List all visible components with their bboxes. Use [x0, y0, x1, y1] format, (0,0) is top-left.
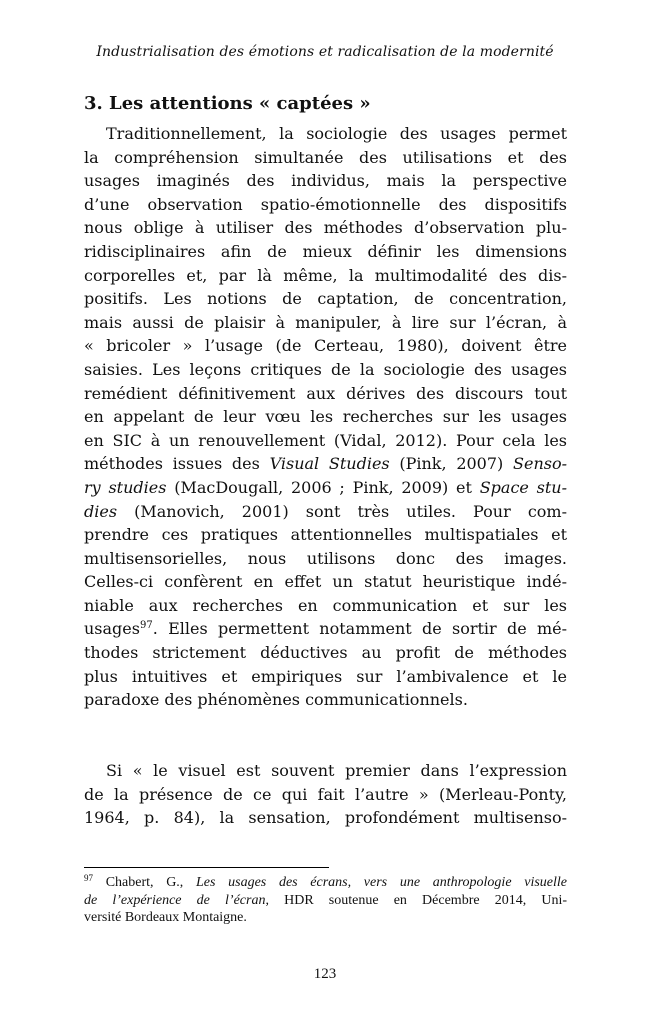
footnote-separator [84, 867, 329, 868]
text-line: paradoxe des phénomènes communicationnels. [84, 690, 468, 710]
citation-title: dies [84, 501, 118, 521]
text-line: Celles-ci confèrent en effet un statut heuristique indé- [84, 572, 567, 592]
text-line: Si « le visuel est souvent premier dans l’expression [106, 761, 567, 780]
footnote-details: , HDR soutenue en Décembre 2014, Uni- [265, 892, 568, 908]
text-line: niable aux recherches en communication et sur les [84, 595, 567, 615]
text-line: en appelant de leur vœu les recherches sur les usages [84, 407, 567, 427]
text-run: usages [84, 619, 140, 639]
text-line: saisies. Les leçons critiques de la sociologie des usages [84, 359, 567, 379]
text-line: d’une observation spatio-émotionnelle des dispositifs [84, 194, 567, 214]
citation-title: Space stu- [479, 477, 568, 497]
footnote-line [84, 892, 567, 910]
text-line: positifs. Les notions de captation, de concentration, [84, 289, 567, 309]
section-heading: 3. Les attentions « captées » [84, 93, 371, 114]
footnote-title: Les usages des écrans, vers une anthropologie visuelle [196, 875, 567, 890]
text-line: mais aussi de plaisir à manipuler, à lire sur l’écran, à [84, 312, 567, 332]
footnote-title: de l’expérience de l’écran [84, 892, 266, 908]
paragraph-2 [84, 759, 567, 830]
footnote-author: Chabert, G., [93, 875, 196, 890]
text-run: méthodes issues des [84, 454, 270, 474]
text-line: de la présence de ce qui fait l’autre » (Merleau-Ponty, [84, 784, 567, 804]
text-line [84, 476, 567, 500]
text-line [84, 452, 567, 476]
text-run: (Pink, 2007) [389, 454, 514, 474]
text-line: thodes strictement déductives au profit de méthodes [84, 643, 567, 663]
footnote-number: 97 [84, 873, 93, 883]
text-line: « bricoler » l’usage (de Certeau, 1980), doivent être [84, 336, 567, 356]
text-line: remédient définitivement aux dérives des discours tout [84, 383, 567, 403]
footnote [84, 874, 567, 927]
text-line [84, 500, 567, 524]
page-number: 123 [313, 966, 337, 982]
text-line: nous oblige à utiliser des méthodes d’observation plu- [84, 218, 567, 238]
text-line: ridisciplinaires afin de mieux définir les dimensions [84, 241, 567, 261]
running-header: Industrialisation des émotions et radicalisation de la modernité [96, 44, 554, 60]
text-run: (MacDougall, 2006 ; Pink, 2009) et [166, 477, 480, 497]
text-line: plus intuitives et empiriques sur l’ambivalence et le [84, 666, 567, 686]
text-line: usages imaginés des individus, mais la perspective [84, 171, 567, 191]
text-run: (Manovich, 2001) sont très utiles. Pour com- [117, 501, 567, 521]
citation-title: Visual Studies [269, 454, 390, 474]
text-line: 1964, p. 84), la sensation, profondément multisenso- [84, 808, 567, 828]
paragraph-1 [84, 122, 567, 712]
footnote-line [84, 874, 567, 892]
text-line: corporelles et, par là même, la multimodalité des dis- [84, 265, 567, 285]
footnote-line: versité Bordeaux Montaigne. [84, 910, 247, 926]
text-line: la compréhension simultanée des utilisations et des [84, 147, 567, 167]
text-line: prendre ces pratiques attentionnelles multispatiales et [84, 525, 567, 545]
text-line: Traditionnellement, la sociologie des usages permet [106, 124, 567, 143]
citation-title: Senso- [513, 454, 568, 474]
citation-title: ry studies [84, 477, 167, 497]
text-line [84, 617, 567, 641]
text-run: . Elles permettent notamment de sortir de mé- [152, 619, 567, 639]
text-line: multisensorielles, nous utilisons donc des images. [84, 548, 567, 568]
text-line: en SIC à un renouvellement (Vidal, 2012). Pour cela les [84, 430, 567, 450]
footnote-reference[interactable]: 97 [139, 620, 153, 632]
